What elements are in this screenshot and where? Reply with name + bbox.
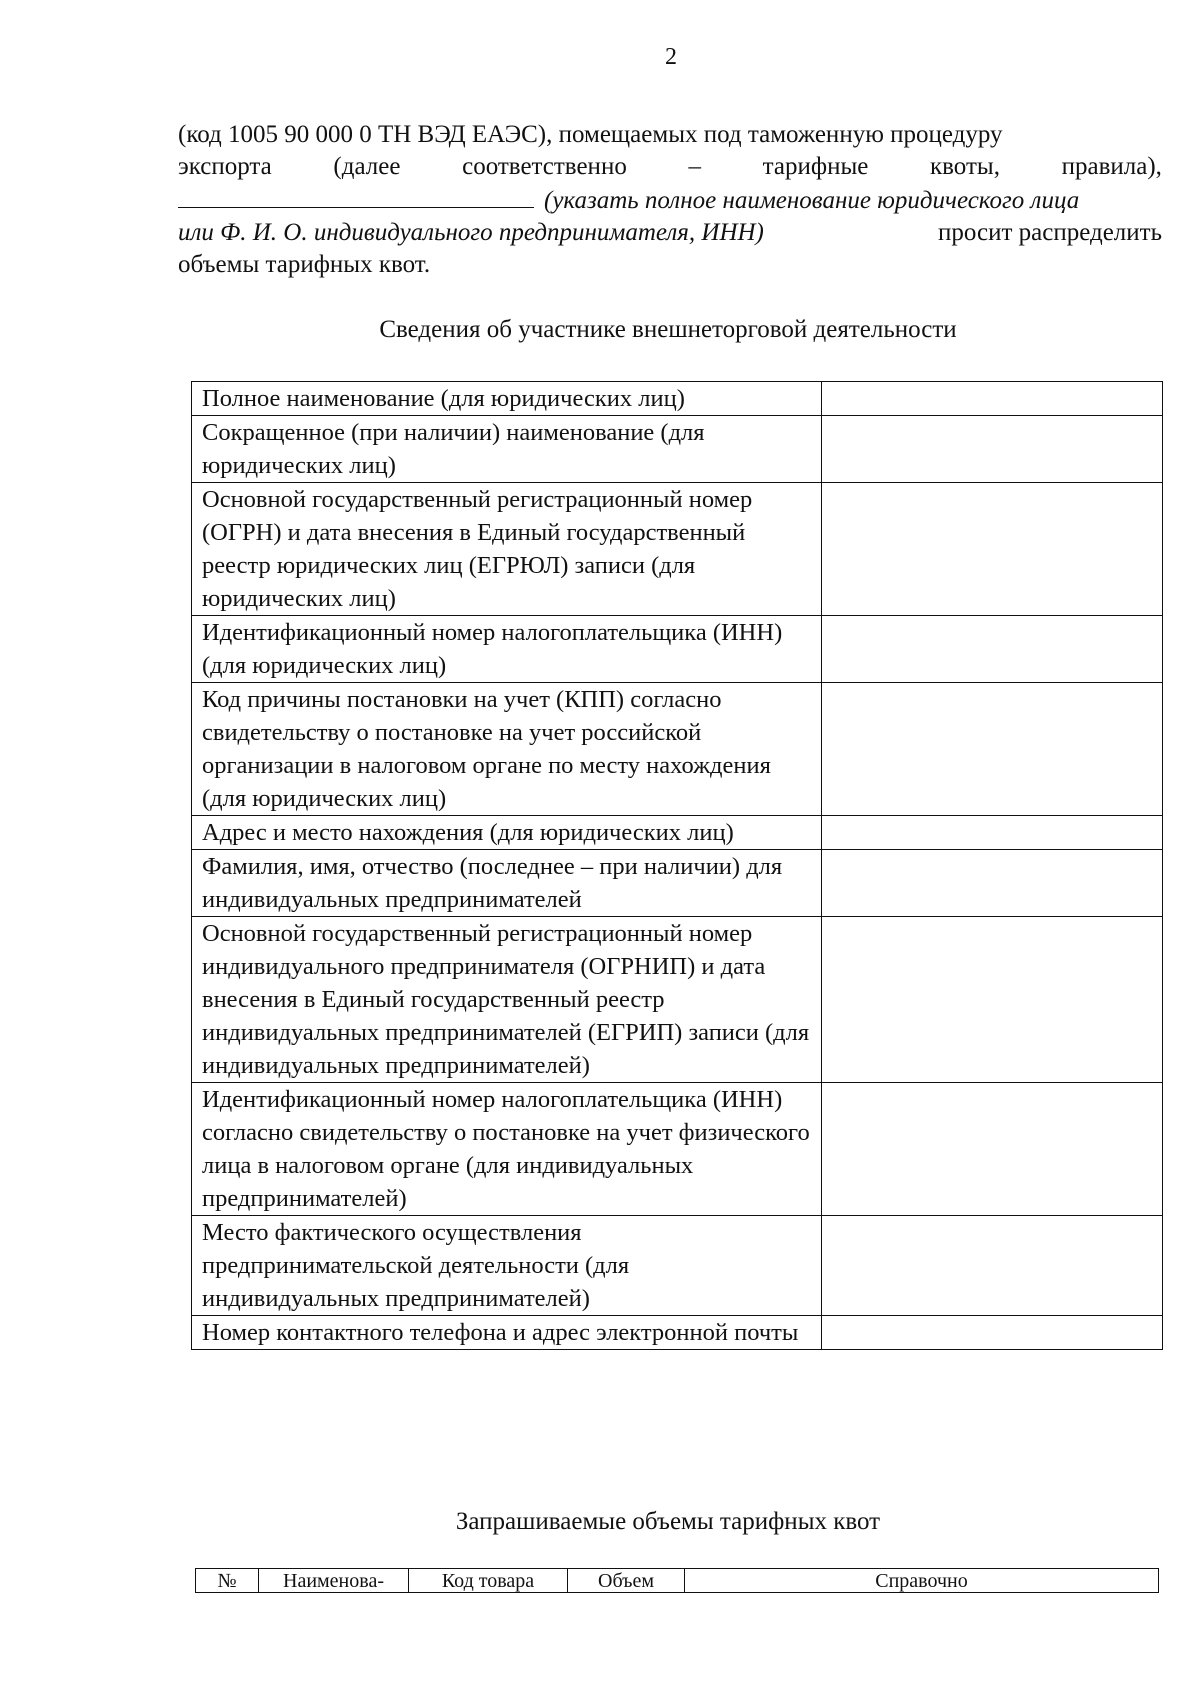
field-value [822, 917, 1163, 1083]
field-value [822, 850, 1163, 917]
intro-paragraph [178, 119, 1162, 281]
field-label: Сокращенное (при наличии) наименование (для юридических лиц) [192, 416, 822, 483]
table-row [192, 816, 1163, 850]
intro-word: правила), [1061, 153, 1162, 180]
intro-word: (далее [333, 153, 401, 180]
field-value [822, 382, 1163, 416]
field-value [822, 1083, 1163, 1216]
field-value [822, 1316, 1163, 1350]
instruction-text: или Ф. И. О. индивидуального предпринимателя, ИНН) [178, 219, 764, 246]
table-row [192, 1216, 1163, 1316]
intro-word: тарифные [762, 153, 869, 180]
intro-line-3 [178, 183, 1162, 217]
intro-word: экспорта [178, 153, 272, 180]
page-number: 2 [665, 44, 677, 70]
intro-word: соответственно [462, 153, 627, 180]
intro-line-2 [178, 151, 1162, 183]
table-row [192, 1083, 1163, 1216]
column-header: Код товара [409, 1569, 568, 1593]
intro-line-1: (код 1005 90 000 0 ТН ВЭД ЕАЭС), помещаемых под таможенную процедуру [178, 121, 1003, 148]
intro-word: квоты, [930, 153, 1000, 180]
intro-line-4 [178, 217, 1162, 249]
column-header: № [196, 1569, 259, 1593]
table-row [192, 850, 1163, 917]
field-label: Основной государственный регистрационный номер (ОГРН) и дата внесения в Единый государственный реестр юридических лиц (ЕГРЮЛ) записи (для юридических лиц) [192, 483, 822, 616]
column-header: Наименова- [259, 1569, 409, 1593]
table-row [192, 483, 1163, 616]
column-header: Объем [568, 1569, 685, 1593]
table-row [192, 382, 1163, 416]
intro-word: – [688, 153, 701, 180]
instruction-text: (указать полное наименование юридического лица [544, 187, 1080, 214]
field-value [822, 616, 1163, 683]
table-row [192, 616, 1163, 683]
table-row [192, 917, 1163, 1083]
fill-in-blank [178, 183, 534, 208]
quota-table [195, 1568, 1159, 1593]
field-label: Адрес и место нахождения (для юридических лиц) [192, 816, 822, 850]
field-value [822, 483, 1163, 616]
table-row [192, 683, 1163, 816]
quota-section-title: Запрашиваемые объемы тарифных квот [455, 1508, 881, 1535]
field-label: Идентификационный номер налогоплательщика (ИНН) согласно свидетельству о постановке на учет физического лица в налоговом органе (для индивидуальных предпринимателей) [192, 1083, 822, 1216]
table-row [192, 1316, 1163, 1350]
field-value [822, 1216, 1163, 1316]
table-row [192, 416, 1163, 483]
field-value [822, 683, 1163, 816]
field-value [822, 416, 1163, 483]
participant-section-title: Сведения об участнике внешнеторговой деятельности [379, 316, 957, 343]
participant-info-table [191, 381, 1163, 1350]
field-label: Основной государственный регистрационный номер индивидуального предпринимателя (ОГРНИП) и дата внесения в Единый государственный реестр индивидуальных предпринимателей (ЕГРИП) записи (для индивидуальных предпринимателей) [192, 917, 822, 1083]
field-label: Идентификационный номер налогоплательщика (ИНН) (для юридических лиц) [192, 616, 822, 683]
table-header-row [196, 1569, 1159, 1593]
field-label: Номер контактного телефона и адрес электронной почты [192, 1316, 822, 1350]
field-label: Место фактического осуществления предпринимательской деятельности (для индивидуальных предпринимателей) [192, 1216, 822, 1316]
intro-text: просит распределить [938, 219, 1162, 246]
column-header: Справочно [685, 1569, 1159, 1593]
field-label: Код причины постановки на учет (КПП) согласно свидетельству о постановке на учет российской организации в налоговом органе по месту нахождения (для юридических лиц) [192, 683, 822, 816]
intro-line-5: объемы тарифных квот. [178, 251, 431, 278]
field-value [822, 816, 1163, 850]
field-label: Полное наименование (для юридических лиц) [192, 382, 822, 416]
field-label: Фамилия, имя, отчество (последнее – при наличии) для индивидуальных предпринимателей [192, 850, 822, 917]
